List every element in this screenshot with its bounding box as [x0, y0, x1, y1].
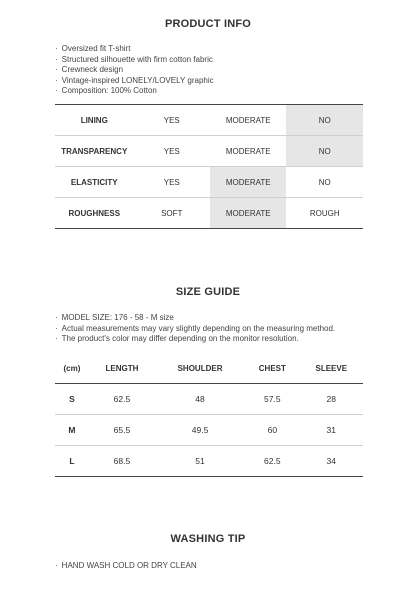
- attribute-option: YES: [134, 167, 210, 198]
- size-guide-note: · MODEL SIZE: 176 - 58 - M size: [55, 313, 335, 324]
- measurement-cell: 49.5: [155, 415, 245, 446]
- attribute-option: MODERATE: [210, 105, 286, 136]
- size-guide-title: SIZE GUIDE: [175, 286, 241, 298]
- attribute-row-elasticity: [55, 167, 363, 198]
- measurement-cell: 34: [300, 446, 363, 477]
- measurement-cell: 57.5: [245, 384, 299, 415]
- attribute-option: MODERATE: [210, 136, 286, 167]
- attribute-option: NO: [286, 136, 363, 167]
- size-row-m: [55, 415, 363, 446]
- attribute-label: LINING: [55, 105, 134, 136]
- attribute-label: ROUGHNESS: [55, 198, 134, 229]
- size-guide-note: · The product's color may differ depending on the monitor resolution.: [55, 334, 335, 345]
- measurement-cell: 48: [155, 384, 245, 415]
- size-guide-note: · Actual measurements may vary slightly depending on the measuring method.: [55, 324, 335, 335]
- attribute-option: MODERATE: [210, 167, 286, 198]
- attribute-option: YES: [134, 136, 210, 167]
- washing-tip-bullets: [55, 561, 197, 572]
- washing-tip-title: WASHING TIP: [170, 533, 246, 545]
- product-info-bullet: · Structured silhouette with firm cotton fabric: [55, 55, 214, 66]
- column-header-shoulder: SHOULDER: [155, 354, 245, 384]
- size-guide-notes: [55, 313, 335, 345]
- size-label: S: [55, 384, 89, 415]
- measurement-cell: 31: [300, 415, 363, 446]
- measurement-cell: 62.5: [89, 384, 155, 415]
- size-table-header: [55, 354, 363, 384]
- attribute-option: NO: [286, 167, 363, 198]
- measurement-cell: 60: [245, 415, 299, 446]
- column-header-chest: CHEST: [245, 354, 299, 384]
- product-attribute-table: [55, 104, 363, 229]
- attribute-option: ROUGH: [286, 198, 363, 229]
- washing-tip-bullet: · HAND WASH COLD OR DRY CLEAN: [55, 561, 197, 572]
- attribute-row-roughness: [55, 198, 363, 229]
- product-info-bullet: · Vintage-inspired LONELY/LOVELY graphic: [55, 76, 214, 87]
- size-row-l: [55, 446, 363, 477]
- product-info-title: PRODUCT INFO: [164, 18, 252, 30]
- attribute-option: NO: [286, 105, 363, 136]
- measurement-cell: 65.5: [89, 415, 155, 446]
- column-header-unit: (cm): [55, 354, 89, 384]
- product-info-bullet: · Oversized fit T-shirt: [55, 44, 214, 55]
- size-row-s: [55, 384, 363, 415]
- size-label: M: [55, 415, 89, 446]
- measurement-cell: 68.5: [89, 446, 155, 477]
- attribute-label: TRANSPARENCY: [55, 136, 134, 167]
- size-label: L: [55, 446, 89, 477]
- product-info-bullets: [55, 44, 214, 97]
- attribute-label: ELASTICITY: [55, 167, 134, 198]
- attribute-option: YES: [134, 105, 210, 136]
- measurement-cell: 51: [155, 446, 245, 477]
- product-info-bullet: · Crewneck design: [55, 65, 214, 76]
- attribute-option: MODERATE: [210, 198, 286, 229]
- attribute-row-transparency: [55, 136, 363, 167]
- measurement-cell: 62.5: [245, 446, 299, 477]
- size-table: [55, 354, 363, 477]
- column-header-length: LENGTH: [89, 354, 155, 384]
- column-header-sleeve: SLEEVE: [300, 354, 363, 384]
- attribute-option: SOFT: [134, 198, 210, 229]
- measurement-cell: 28: [300, 384, 363, 415]
- product-info-bullet: · Composition: 100% Cotton: [55, 86, 214, 97]
- attribute-row-lining: [55, 105, 363, 136]
